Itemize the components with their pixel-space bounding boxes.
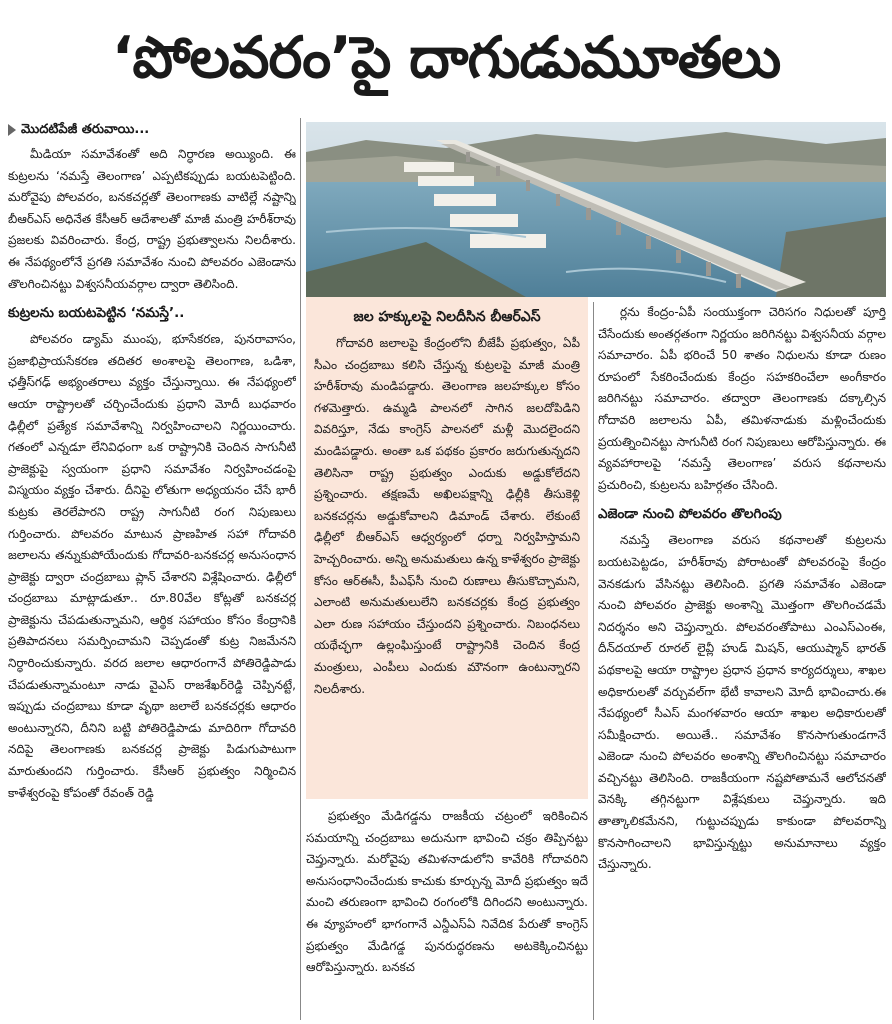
paragraph: మీడియా సమావేశంతో అది నిర్ధారణ అయ్యింది. ఈ కుట్రలను ‘నమస్తే తెలంగాణ’ ఎప్పటికప్పుడు బయటపెట్టింది. మరోవైపు పోలవరం, బనకచర్లతో తెలంగాణకు వాటిల్లే నష్టాన్ని బీఆర్‌ఎస్ అధినేత కేసీఆర్ ఆదేశాలతో మాజీ మంత్రి హరీశ్‌రావు ప్రజలకు వివరించారు. కేంద్ర, రాష్ట్ర ప్రభుత్వాలను నిలదీశారు. ఈ నేపథ్యంలోనే ప్రగతి సమావేశం నుంచి పోలవరం ఎజెండాను తొలగించినట్టు విశ్వసనీయవర్గాల ద్వారా తెలిసింది.: [8, 147, 296, 291]
subheading: కుట్రలను బయటపెట్టిన ‘నమస్తే’..: [8, 305, 185, 322]
paragraph: నమస్తే తెలంగాణ వరుస కథనాలతో కుట్రలను బయటపెట్టడం, హరీశ్‌రావు పోరాటంతో పోలవరంపై కేంద్రం వెనకడుగు వేసినట్టు తెలిసింది. ప్రగతి సమావేశం ఎజెండా నుంచి పోలవరం ప్రాజెక్టు అంశాన్ని మొత్తంగా తొలగించడమే నిదర్శనం అని చెప్తున్నారు. పోలవరంతోపాటు ఎంఎస్‌ఎంఈ, దీన్‌దయాల్ రూరల్ లైవ్లీ హుడ్ మిషన్, ఆయుష్మాన్ భారత్ పథకాలపై ఆయా రాష్ట్రాల ప్రధాన ప్రధాన కార్యదర్శులు, శాఖల అధికారులతో వర్చువల్‌గా భేటీ కావాలని మోదీ భావించారు.ఈ నేపథ్యంలో సీఎస్ మంగళవారం ఆయా శాఖల అధికారులతో సమీక్షించారు. అయితే.. సమావేశం కొనసాగుతుండగానే ఎజెండా నుంచి పోలవరం అంశాన్ని తొలగించినట్టు సమాచారం వచ్చినట్టు తెలిసింది. రాజకీయంగా నష్టపోతామనే ఆలోచనతో వెనక్కి తగ్గినట్టుగా విశ్లేషకులు చెప్తున్నారు. ఇది తాత్కాలికమేనని, గుట్టుచప్పుడు కాకుండా పోలవరాన్ని కొనసాగించాలని భావిస్తున్నట్టు అనుమానాలు వ్యక్తం చేస్తున్నారు.: [598, 533, 886, 872]
paragraph: పోలవరం డ్యామ్ ముంపు, భూసేకరణ, పునరావాసం, ప్రజాభిప్రాయసేకరణ తదితర అంశాలపై తెలంగాణ, ఒడిశా, ఛత్తీస్‌గఢ్ అభ్యంతరాలు వ్యక్తం చేస్తున్నాయి. ఈ నేపథ్యంలో ఆయా రాష్ట్రాలతో చర్చించేందుకు ప్రధాని మోదీ బుధవారం ఢిల్లీలో ప్రత్యేక సమావేశాన్ని నిర్వహించాలని నిర్ణయించారు. గతంలో ఎన్నడూ లేనివిధంగా ఒక రాష్ట్రానికి చెందిన సాగునీటి ప్రాజెక్టుపై స్వయంగా ప్రధాని సమావేశం నిర్వహించడంపై విస్మయం వ్యక్తం చేశారు. దీనిపై లోతుగా అధ్యయనం చేసే భారీ కుట్రకు తెరలేపారని రాష్ట్ర సాగునీటి రంగ నిపుణులు గుర్తించారు. పోలవరం మాటున ప్రాణహిత సహా గోదావరి జలాలను తన్నుకుపోయేందుకు గోదావరి-బనకచర్ల అనుసంధాన ప్రాజెక్టు ద్వారా చంద్రబాబు ప్లాన్ చేశారని విశ్లేషించారు. ఢిల్లీలో చంద్రబాబు మాట్లాడుతూ.. రూ.80వేల కోట్లతో బనకచర్ల ప్రాజెక్టును చేపడుతున్నామని, ఆర్థిక సహాయం కోసం కేంద్రానికి ప్రతిపాదనలు సమర్పించామని చెప్పడంతో కుట్ర నిజమేనని నిర్ధారించుకున్నారు. వరద జలాల ఆధారంగానే పోతిరెడ్డిపాడు చేపడుతున్నామంటూ నాడు వైఎస్ రాజశేఖర్‌రెడ్డి చెప్పినట్టే, ఇప్పుడు చంద్రబాబు కూడా వృథా జలాలే బనకచర్లకు ఆధారం అంటున్నారని, దీనిని బట్టి పోతిరెడ్డిపాడు మాదిరిగా గోదావరి నదిపై తెలంగాణకు బనకచర్ల ప్రాజెక్టు పిడుగుపాటుగా మారుతుందని గుర్తించారు. కేసీఆర్ ప్రభుత్వం నిర్మించిన కాళేశ్వరంపై కోపంతో రేవంత్ రెడ్డి: [8, 332, 296, 800]
box-paragraph: గోదావరి జలాలపై కేంద్రంలోని బీజేపీ ప్రభుత్వం, ఏపీ సీఎం చంద్రబాబు కలిసి చేస్తున్న కుట్రలపై మాజీ మంత్రి హరీశ్‌రావు మండిపడ్డారు. తెలంగాణ జలహక్కుల కోసం గళమెత్తారు. ఉమ్మడి పాలనలో సాగిన జలదోపిడిని వివరిస్తూ, నేడు కాంగ్రెస్ పాలనలో మళ్లీ మొదలైందని మండిపడ్డారు. అంతా ఒక పథకం ప్రకారం జరుగుతున్నదని తెలిసినా రాష్ట్ర ప్రభుత్వం ఎందుకు అడ్డుకోలేదని ప్రశ్నించారు. తక్షణమే అఖిలపక్షాన్ని ఢిల్లీకి తీసుకెళ్లి బనకచర్లను అడ్డుకోవాలని డిమాండ్ చేశారు. లేకుంటే ఢిల్లీలో బీఆర్‌ఎస్ ఆధ్వర్యంలో ధర్నా నిర్వహిస్తామని హెచ్చరించారు. అన్ని అనుమతులు ఉన్న కాళేశ్వరం ప్రాజెక్టు కోసం ఆర్‌ఈసీ, పీఎఫ్‌సీ నుంచి రుణాలు తీసుకొచ్చామని, ఎలాంటి అనుమతులులేని బనకచర్లకు కేంద్ర ప్రభుత్వం ఎలా రుణ సహాయం చేస్తుందని ప్రశ్నించారు. నిబంధనలు యథేచ్ఛగా ఉల్లంఘిస్తుంటే రాష్ట్రానికి చెందిన కేంద్ర మంత్రులు, ఎంపీలు ఎందుకు మౌనంగా ఉంటున్నారని నిలదీశారు.: [314, 336, 580, 696]
column-divider: [300, 118, 301, 1020]
column-divider: [593, 302, 594, 1020]
box-title: జల హక్కులపై నిలదీసిన బీఆర్‌ఎస్: [353, 309, 541, 325]
article-column-3: [598, 302, 886, 1020]
article-column-1: [8, 118, 296, 1020]
dam-photo-icon: [306, 122, 886, 297]
jump-line: [8, 118, 296, 142]
dam-photo: [306, 122, 886, 297]
article-column-2: [306, 806, 588, 1020]
subheading: ఎజెండా నుంచి పోలవరం తొలగింపు: [598, 506, 782, 523]
arrow-right-icon: [8, 124, 16, 136]
headline: ‘పోలవరం’పై దాగుడుమూతలు: [111, 25, 781, 91]
jump-label: మొదటిపేజీ తరువాయి...: [21, 122, 150, 137]
paragraph: ప్రభుత్వం మేడిగడ్డను రాజకీయ చట్రంలో ఇరికించిన సమయాన్ని చంద్రబాబు అదునుగా భావించి చక్రం తిప్పినట్టు చెప్తున్నారు. మరోవైపు తమిళనాడులోని కావేరికి గోదావరిని అనుసంధానించేందుకు కాచుకు కూర్చున్న మోదీ ప్రభుత్వం ఇదే మంచి తరుణంగా భావించి రంగంలోకి దిగిందని అంటున్నారు. ఈ వ్యూహంలో భాగంగానే ఎన్డీఎస్ఏ నివేదిక పేరుతో కాంగ్రెస్ ప్రభుత్వం మేడిగడ్డ పునరుద్ధరణను అటకెక్కించినట్టు ఆరోపిస్తున్నారు. బనకచ: [306, 809, 588, 975]
paragraph: ర్లను కేంద్రం-ఏపీ సంయుక్తంగా చెరిసగం నిధులతో పూర్తి చేసేందుకు అంతర్గతంగా నిర్ణయం జరిగినట్టు విశ్వసనీయ వర్గాల సమాచారం. ఏపీ భరించే 50 శాతం నిధులను కూడా రుణం రూపంలో సేకరించేందుకు కేంద్రం సహకరించేలా అంగీకారం జరిగినట్టు సమాచారం. తద్వారా తెలంగాణకు దక్కాల్సిన గోదావరి జలాలను ఏపీ, తమిళనాడుకు మళ్లించేందుకు ప్రయత్నించినట్టు సాగునీటి రంగ నిపుణులు ఆరోపిస్తున్నారు. ఈ వ్యవహారాలపై ‘నమస్తే తెలంగాణ’ వరుస కథనాలను ప్రచురించి, కుట్రలను బహిర్గతం చేసింది.: [598, 305, 886, 492]
sidebar-box: [306, 297, 588, 799]
